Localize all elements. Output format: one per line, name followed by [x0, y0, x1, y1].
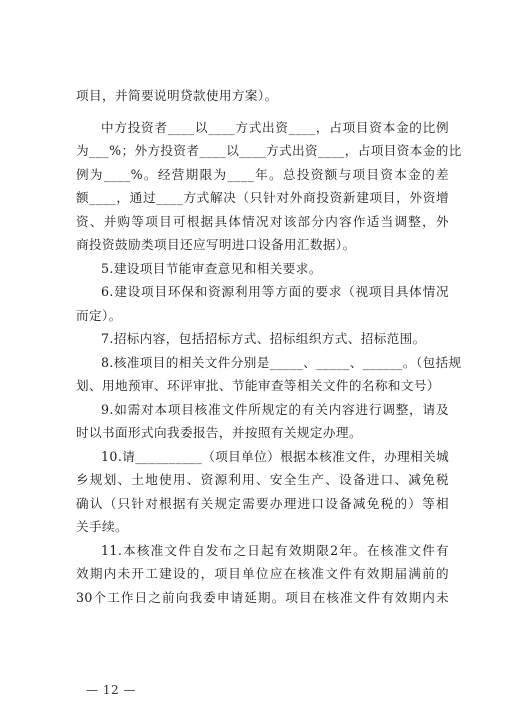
text-line: 关手续。 [76, 519, 128, 534]
paragraph-item-11 [76, 539, 449, 610]
text-line: 中方投资者____以____方式出资____，占项目资本金的比例 [101, 119, 449, 135]
paragraph-item-5 [76, 257, 449, 281]
text-line: 9.如需对本项目核准文件所规定的有关内容进行调整，请及 [101, 401, 449, 417]
text-line: 额____，通过____方式解决（只针对外商投资新建项目，外资增 [76, 190, 449, 205]
paragraph-item-8 [76, 351, 462, 398]
text-line: 为___%；外方投资者____以____方式出资____，占项目资本金的比 [76, 143, 462, 158]
paragraph-item-10 [76, 445, 449, 539]
text-line: 8.核准项目的相关文件分别是_____、_____、______。（包括规 [101, 354, 462, 370]
text-line: 7.招标内容，包括招标方式、招标组织方式、招标范围。 [101, 331, 426, 346]
text-line: 11.本核准文件自发布之日起有效期限2年。在核准文件有 [101, 542, 449, 558]
text-line: 项目，并简要说明贷款使用方案）。 [76, 88, 278, 103]
text-line: 时以书面形式向我委报告，并按照有关规定办理。 [76, 425, 362, 440]
text-line: 商投资鼓励类项目还应写明进口设备用汇数据）。 [76, 237, 356, 252]
text-line: 而定）。 [76, 307, 122, 323]
text-line: 6.建设项目环保和资源利用等方面的要求（视项目具体情况 [101, 284, 449, 299]
paragraph-item-9 [76, 398, 449, 445]
text-line: 资、并购等项目可根据具体情况对该部分内容作适当调整，外 [76, 213, 449, 229]
text-line: 效期内未开工建设的，项目单位应在核准文件有效期届满前的 [76, 566, 449, 581]
text-line: 乡规划、土地使用、资源利用、安全生产、设备进口、减免税 [76, 472, 449, 487]
paragraph-item-6 [76, 280, 449, 327]
paragraph-investment [76, 116, 462, 257]
text-line: 例为____%。经营期限为____年。总投资额与项目资本金的差 [76, 166, 449, 182]
text-line: 30个工作日之前向我委申请延期。项目在核准文件有效期内未 [76, 589, 449, 605]
page-number: — 12 — [86, 683, 136, 697]
text-line: 5.建设项目节能审查意见和相关要求。 [101, 260, 322, 276]
text-line: 确认（只针对根据有关规定需要办理进口设备减免税的）等相 [76, 495, 449, 511]
paragraph-item-7 [76, 327, 449, 351]
text-line: 10.请__________（项目单位）根据本核准文件，办理相关城 [101, 448, 450, 464]
text-line: 划、用地预审、环评审批、节能审查等相关文件的名称和文号） [76, 378, 440, 393]
paragraph-loan-plan [76, 84, 449, 108]
